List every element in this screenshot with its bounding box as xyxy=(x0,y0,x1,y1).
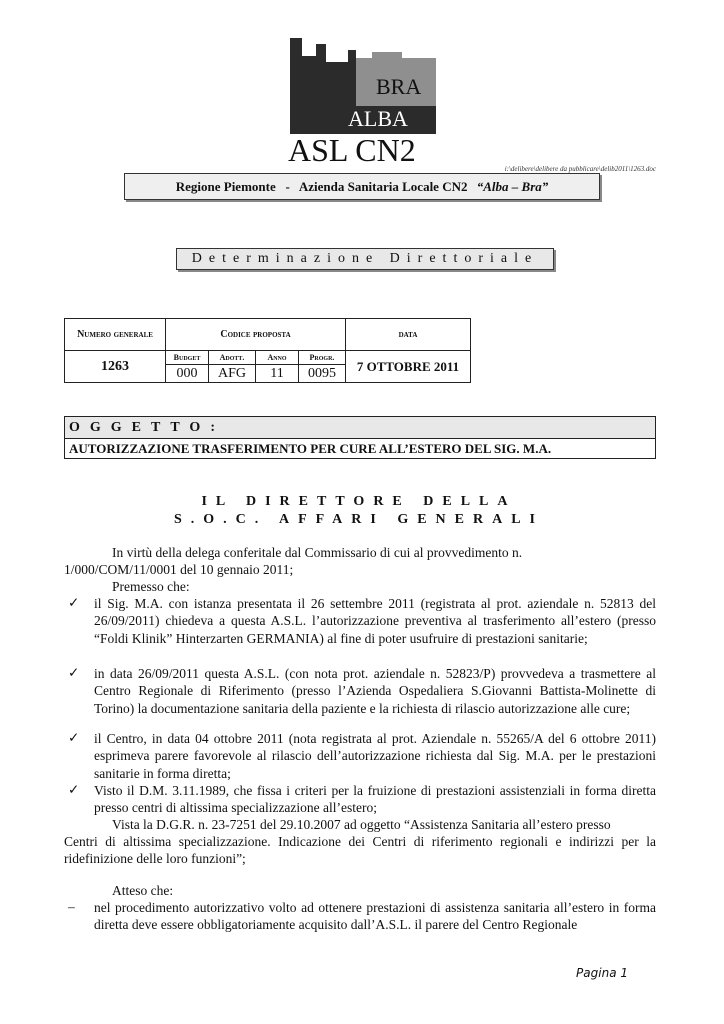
numero-value: 1263 xyxy=(65,351,166,383)
dash-icon: – xyxy=(68,899,75,914)
logo-bra-text: BRA xyxy=(376,74,422,99)
numero-header: Numero generale xyxy=(65,319,166,351)
bullet-3: il Centro, in data 04 ottobre 2011 (nota registrata al prot. Aziendale n. 55265/A del 6 ottobre 2011) esprimeva parere favorevole al rilascio dell’autorizzazione richiesta dal Sig. M.A. per le prestazioni sanitarie in forma diretta; xyxy=(94,731,656,781)
premesso: Premesso che: xyxy=(112,579,190,594)
data-value: 7 OTTOBRE 2011 xyxy=(346,351,471,383)
codice-header: Codice proposta xyxy=(166,319,346,351)
dash-item-1: nel procedimento autorizzativo volto ad ottenere prestazioni di assistenza sanitaria all’estero in forma diretta deve essere obbligatoriamente acquisito dall’A.S.L. il parere del Centro Regionale xyxy=(94,900,656,933)
logo-alba-text: ALBA xyxy=(348,106,408,131)
file-path: i:\delibere\delibere da pubblicare\delib2011\1263.doc xyxy=(504,165,656,173)
title-line-1: IL DIRETTORE DELLA xyxy=(201,494,517,509)
title-line-2: S.O.C. AFFARI GENERALI xyxy=(173,512,545,527)
region-name: Regione Piemonte - Azienda Sanitaria Locale CN2 xyxy=(175,179,468,194)
budget-header: Budget xyxy=(166,351,209,365)
check-icon: ✓ xyxy=(68,665,80,680)
progr-value: 0095 xyxy=(299,365,346,383)
bullet-4: Visto il D.M. 3.11.1989, che fissa i criteri per la fruizione di prestazioni assistenziali in forma diretta presso centri di altissima specializzazione all’estero; xyxy=(94,783,656,816)
doc-type-box: Determinazione Direttoriale xyxy=(176,248,554,270)
atteso: Atteso che: xyxy=(112,883,174,898)
asl-cn2-logo xyxy=(286,36,438,168)
region-city: “Alba – Bra” xyxy=(476,179,549,194)
bullet-1: il Sig. M.A. con istanza presentata il 26 settembre 2011 (registrata al prot. aziendale n. 52813 del 26/09/2011) chiedeva a questa A.S.L. l’autorizzazione preventiva al trasferimento all’estero (presso “Foldi Klinik” Hinterzarten GERMANIA) al fine di poter usufruire di prestazioni sanitarie; xyxy=(94,596,656,646)
oggetto-text: AUTORIZZAZIONE TRASFERIMENTO PER CURE ALL’ESTERO DEL SIG. M.A. xyxy=(69,441,552,456)
vista-line-1: Vista la D.G.R. n. 23-7251 del 29.10.2007 ad oggetto “Assistenza Sanitaria all’estero presso xyxy=(112,817,611,832)
intro-line-2: 1/000/COM/11/0001 del 10 gennaio 2011; xyxy=(64,562,294,577)
logo-asl-text: ASL CN2 xyxy=(288,132,416,168)
region-header xyxy=(124,173,600,200)
oggetto-box xyxy=(64,416,656,459)
check-icon: ✓ xyxy=(68,730,80,745)
anno-header: Anno xyxy=(256,351,299,365)
check-icon: ✓ xyxy=(68,595,80,610)
codes-table xyxy=(64,318,471,383)
budget-value: 000 xyxy=(166,365,209,383)
oggetto-label: OGGETTO: xyxy=(65,417,655,439)
bullet-2: in data 26/09/2011 questa A.S.L. (con nota prot. aziendale n. 52823/P) provvedeva a trasmettere al Centro Regionale di Riferimento (presso l’Azienda Ospedaliera S.Giovanni Battista-Molinette di Torino) la documentazione sanitaria della paziente e la richiesta di rilascio autorizzazione alle cure; xyxy=(94,666,656,716)
intro-line-1: In virtù della delega conferitale dal Commissario di cui al provvedimento n. xyxy=(112,545,523,560)
adott-header: Adott. xyxy=(209,351,256,365)
data-header: data xyxy=(346,319,471,351)
page-number: Pagina 1 xyxy=(576,966,628,980)
vista-rest: Centri di altissima specializzazione. Indicazione dei Centri di riferimento regionali e indirizzi per la ridefinizione delle loro funzioni”; xyxy=(64,834,656,867)
adott-value: AFG xyxy=(209,365,256,383)
check-icon: ✓ xyxy=(68,782,80,797)
progr-header: Progr. xyxy=(299,351,346,365)
anno-value: 11 xyxy=(256,365,299,383)
